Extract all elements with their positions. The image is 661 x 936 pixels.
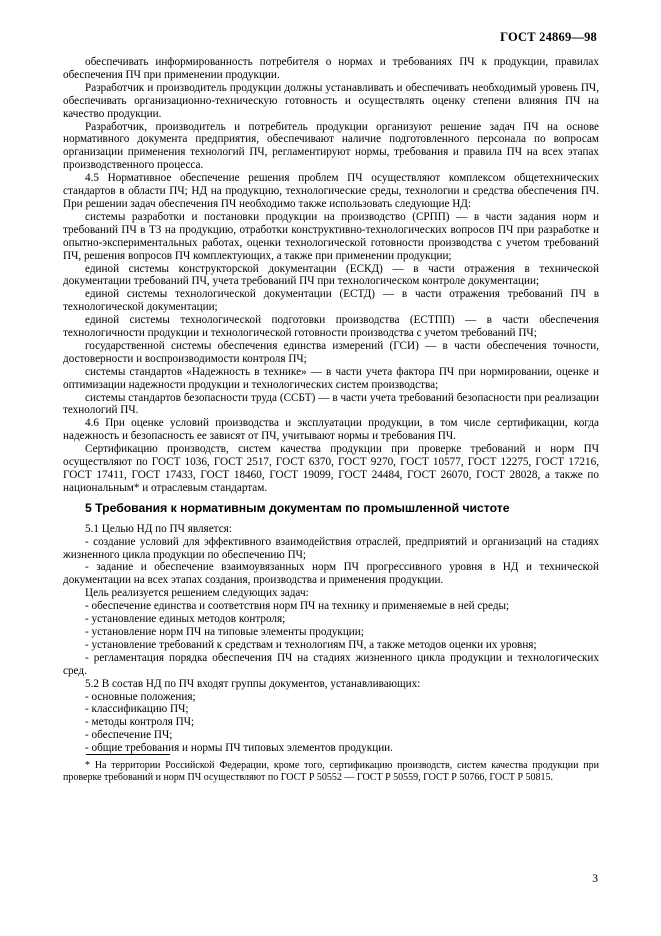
footnote-divider [86, 754, 170, 755]
paragraph: 4.5 Нормативное обеспечение решения проблем ПЧ осуществляют комплексом общетехнических стандартов в области ПЧ; НД на продукцию, технологические среды, технологии и средства обеспечения ПЧ. При решении задач обеспечения ПЧ необходимо также использовать следующие НД: [63, 172, 599, 210]
page-body [63, 56, 599, 755]
paragraph: 4.6 При оценке условий производства и эксплуатации продукции, в том числе сертификации, когда надежность и безопасность ее зависят от ПЧ, учитывают нормы и требования ПЧ. [63, 417, 599, 443]
paragraph: Разработчик и производитель продукции должны устанавливать и обеспечивать необходимый уровень ПЧ, обеспечивать организационно-техническую готовность и осуществлять оценку степени влияния ПЧ на качество продукции. [63, 81, 599, 120]
list-item: - основные положения; [85, 690, 196, 703]
paragraph: 5.2 В состав НД по ПЧ входят группы документов, устанавливающих: [85, 677, 421, 690]
paragraph: единой системы конструкторской документации (ЕСКД) — в части отражения в технической документации требований ПЧ, учета требований ПЧ при технологическом контроле документации; [63, 262, 599, 288]
list-item: - установление норм ПЧ на типовые элементы продукции; [85, 625, 364, 638]
document-code-header: ГОСТ 24869—98 [500, 30, 597, 44]
list-item: - регламентация порядка обеспечения ПЧ на стадиях жизненного цикла продукции и технологических сред. [63, 651, 599, 677]
list-item: - задание и обеспечение взаимоувязанных норм ПЧ прогрессивного уровня в НД и технической документации на всех этапах создания, производства и применения продукции. [63, 561, 599, 587]
list-item: - общие требования и нормы ПЧ типовых элементов продукции. [85, 742, 393, 755]
footnote [63, 760, 599, 784]
paragraph: Цель реализуется решением следующих задач: [85, 587, 309, 600]
list-item: - методы контроля ПЧ; [85, 716, 195, 729]
section-heading: 5 Требования к нормативным документам по промышленной чистоте [85, 500, 510, 515]
paragraph: системы разработки и постановки продукции на производство (СРПП) — в части задания норм и требований ПЧ в ТЗ на продукцию, отработки конструктивно-технологических вопросов ПЧ при разработке и опытно-экспериментальных работах, оценки технологической готовности производства с учетом требований ПЧ, решения вопросов ПЧ комплектующих, а также при применении продукции; [63, 210, 599, 262]
paragraph: системы стандартов безопасности труда (ССБТ) — в части учета требований безопасности при реализации технологий ПЧ. [63, 391, 599, 417]
paragraph: обеспечивать информированность потребителя о нормах и требованиях ПЧ к продукции, правилах обеспечения ПЧ при применении продукции. [63, 56, 599, 81]
paragraph: Разработчик, производитель и потребитель продукции организуют решение задач ПЧ на основе нормативного документа предприятия, обеспечивают наличие подготовленного персонала по вопросам организации применения технологий ПЧ, регламентируют нормы, требования и правила ПЧ на всех этапах производственного процесса. [63, 120, 599, 172]
list-item: - установление единых методов контроля; [85, 613, 286, 626]
list-item: - создание условий для эффективного взаимодействия отраслей, предприятий и организаций на стадиях жизненного цикла продукции по обеспечению ПЧ; [63, 535, 599, 561]
paragraph: государственной системы обеспечения единства измерений (ГСИ) — в части обеспечения точности, достоверности и воспроизводимости контроля ПЧ; [63, 339, 599, 365]
paragraph: единой системы технологической документации (ЕСТД) — в части отражения требований ПЧ в технологической документации; [63, 288, 599, 314]
list-item: - установление требований к средствам и технологиям ПЧ, а также методов оценки их уровня; [85, 638, 537, 651]
list-item: - обеспечение ПЧ; [85, 729, 173, 742]
paragraph: 5.1 Целью НД по ПЧ является: [85, 522, 232, 535]
footnote-text: * На территории Российской Федерации, кроме того, сертификацию производств, систем качества продукции при проверке требований и норм ПЧ осуществляют по ГОСТ Р 50552 — ГОСТ Р 50559, ГОСТ Р 50766, ГОСТ Р 50815. [63, 760, 599, 783]
page-number: 3 [592, 873, 598, 885]
list-item: - классификацию ПЧ; [85, 703, 189, 716]
paragraph: системы стандартов «Надежность в технике» — в части учета фактора ПЧ при нормировании, оценке и оптимизации надежности продукции и технологических систем производства; [63, 365, 599, 391]
paragraph: единой системы технологической подготовки производства (ЕСТПП) — в части обеспечения технологичности продукции и технологической готовности производства с учетом требований ПЧ; [63, 314, 599, 340]
paragraph: Сертификацию производств, систем качества продукции при проверке требований и норм ПЧ осуществляют по ГОСТ 1036, ГОСТ 2517, ГОСТ 6370, ГОСТ 9270, ГОСТ 10577, ГОСТ 12275, ГОСТ 17216, ГОСТ 17411, ГОСТ 17433, ГОСТ 18460, ГОСТ 19099, ГОСТ 24484, ГОСТ 26070, ГОСТ 28028, а также по национальным* и отраслевым стандартам. [63, 443, 599, 494]
list-item: - обеспечение единства и соответствия норм ПЧ на технику и применяемые в ней среды; [85, 600, 510, 613]
